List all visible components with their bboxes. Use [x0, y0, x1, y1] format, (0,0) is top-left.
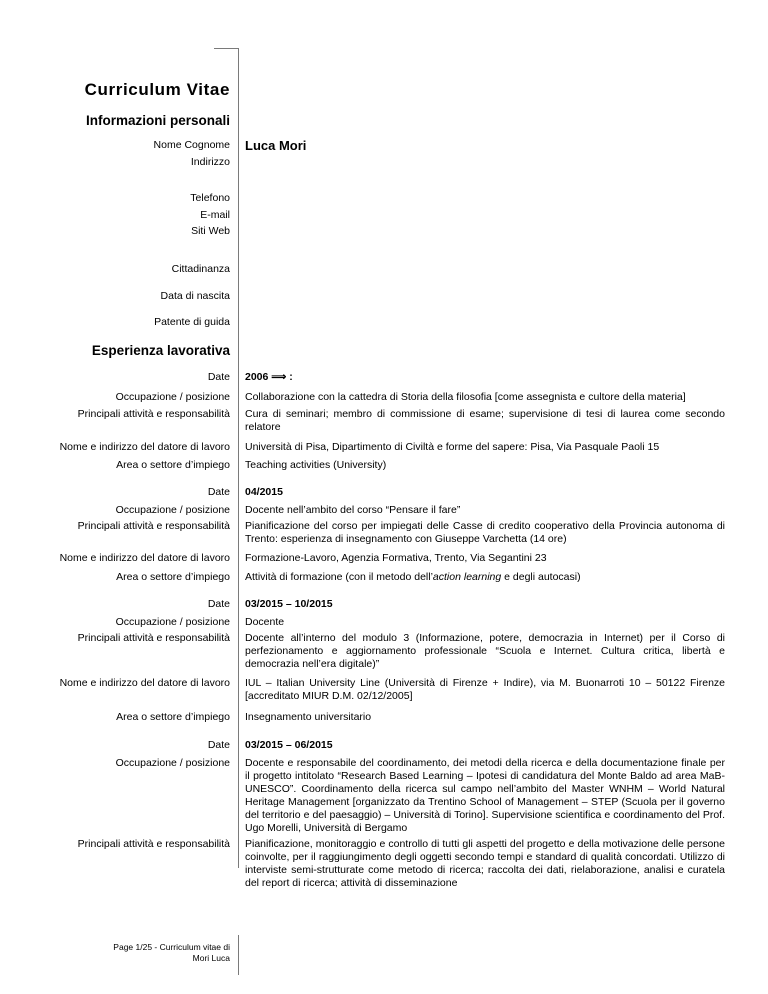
entry-2-sector-em: action learning — [432, 571, 502, 583]
page-footer — [70, 942, 230, 964]
label-activities: Principali attività e responsabilità — [77, 408, 230, 420]
person-name: Luca Mori — [245, 138, 307, 153]
entry-3-employer: IUL – Italian University Line (Università di Firenze + Indire), via M. Buonarroti 10 – 50122 Firenze [accreditato MIUR D.M. 02/12/2005] — [245, 677, 725, 702]
entry-2-sector-post: e degli autocasi) — [501, 571, 581, 583]
label-occupation: Occupazione / posizione — [115, 757, 230, 769]
label-license: Patente di guida — [154, 316, 230, 328]
label-citizenship: Cittadinanza — [171, 263, 230, 275]
entry-1-date-year: 2006 — [245, 371, 272, 383]
entry-3-occupation: Docente — [245, 616, 285, 628]
label-address: Indirizzo — [190, 156, 230, 168]
entry-3-sector: Insegnamento universitario — [245, 711, 372, 723]
entry-1-sector: Teaching activities (University) — [245, 459, 387, 471]
label-sector: Area o settore d’impiego — [116, 571, 230, 583]
label-name: Nome Cognome — [153, 139, 230, 151]
entry-1-activities: Cura di seminari; membro di commissione di esame; supervisione di tesi di laurea come secondo relatore — [245, 408, 725, 433]
label-email: E-mail — [200, 209, 230, 221]
label-employer: Nome e indirizzo del datore di lavoro — [59, 441, 230, 453]
label-activities: Principali attività e responsabilità — [77, 520, 230, 532]
footer-divider — [238, 935, 239, 975]
entry-1-occupation: Collaborazione con la cattedra di Storia della filosofia [come assegnista e cultore della materia] — [245, 391, 686, 403]
label-occupation: Occupazione / posizione — [115, 391, 230, 403]
entry-1-employer: Università di Pisa, Dipartimento di Civiltà e forme del sapere: Pisa, Via Pasquale Paoli 15 — [245, 441, 660, 453]
label-occupation: Occupazione / posizione — [115, 616, 230, 628]
label-employer: Nome e indirizzo del datore di lavoro — [59, 677, 230, 689]
entry-1-date — [245, 371, 725, 384]
entry-2-date: 04/2015 — [245, 486, 283, 498]
label-date: Date — [207, 739, 230, 751]
vertical-divider — [238, 48, 239, 868]
entry-2-sector-pre: Attività di formazione (con il metodo dell’ — [245, 571, 433, 583]
label-activities: Principali attività e responsabilità — [77, 838, 230, 850]
footer-line-1: Page 1/25 - Curriculum vitae di — [113, 942, 230, 952]
entry-2-occupation: Docente nell’ambito del corso “Pensare il fare” — [245, 504, 461, 516]
label-sector: Area o settore d’impiego — [116, 711, 230, 723]
label-birthdate: Data di nascita — [160, 290, 230, 302]
entry-3-date: 03/2015 – 10/2015 — [245, 598, 333, 610]
entry-4-activities: Pianificazione, monitoraggio e controllo di tutti gli aspetti del progetto e della motivazione delle persone coinvolte, per il raggiungimento degli oggetti secondo tempi e standard di qualità concordati. Utilizzo di interviste semi-strutturate come metodo di ricerca; raccolta dei dati, rielaborazione, analisi e curatela del report di ricerca; attività di disseminazione — [245, 838, 725, 889]
document-title: Curriculum Vitae — [84, 80, 230, 99]
label-phone: Telefono — [190, 192, 230, 204]
label-date: Date — [207, 598, 230, 610]
entry-4-occupation: Docente e responsabile del coordinamento, dei metodi della ricerca e della documentazione finale per il progetto intitolato “Research Based Learning – Ipotesi di candidatura del Monte Baldo ad area MaB-UNESCO”. Coordinamento della ricerca sul campo nell’ambito del Master WNHM – World Natural Heritage Management [organizzato da Trentino School of Management – STEP (Scuola per il governo del territorio e del paesaggio) – Università di Torino]. Supervisione scientifica e coordinamento del Prof. Ugo Morelli, Università di Bergamo — [245, 757, 725, 834]
label-employer: Nome e indirizzo del datore di lavoro — [59, 552, 230, 564]
entry-2-sector — [245, 571, 725, 584]
label-date: Date — [207, 486, 230, 498]
entry-2-activities: Pianificazione del corso per impiegati delle Casse di credito cooperativo della Provincia autonoma di Trento: esperienza di insegnamento con Giuseppe Varchetta (14 ore) — [245, 520, 725, 545]
label-occupation: Occupazione / posizione — [115, 504, 230, 516]
footer-line-2: Mori Luca — [192, 953, 230, 963]
label-websites: Siti Web — [191, 225, 230, 237]
arrow-right-icon: ⟹ — [271, 371, 287, 383]
label-date: Date — [207, 371, 230, 383]
section-heading-personal: Informazioni personali — [85, 113, 230, 128]
label-sector: Area o settore d’impiego — [116, 459, 230, 471]
entry-4-date: 03/2015 – 06/2015 — [245, 739, 333, 751]
divider-hook — [214, 48, 238, 49]
section-heading-experience: Esperienza lavorativa — [91, 343, 230, 358]
entry-3-activities: Docente all’interno del modulo 3 (Informazione, potere, democrazia in Internet) per il Corso di perfezionamento e aggiornamento professionale “Scuola e Internet. Cultura critica, libertà e democrazia nell’era digitale)” — [245, 632, 725, 670]
entry-1-date-colon: : — [286, 371, 293, 383]
entry-2-employer: Formazione-Lavoro, Agenzia Formativa, Trento, Via Segantini 23 — [245, 552, 547, 564]
label-activities: Principali attività e responsabilità — [77, 632, 230, 644]
